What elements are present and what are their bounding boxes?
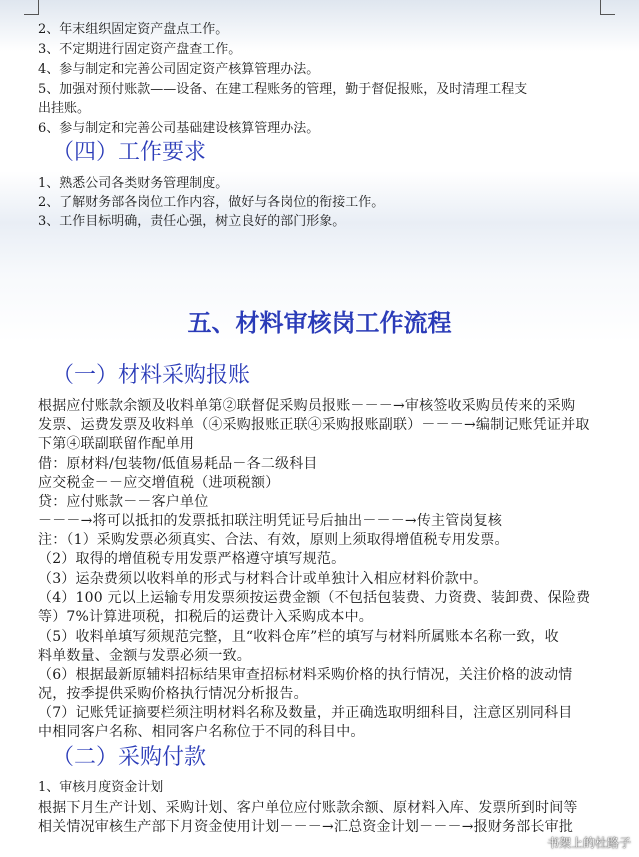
- section3-item-4: 4、参与制定和完善公司固定资产核算管理办法。: [38, 62, 320, 77]
- sub2-line: 1、审核月度资金计划: [38, 780, 164, 795]
- watermark: 书架上的杜路子: [546, 836, 631, 850]
- section4-heading: （四）工作要求: [52, 140, 207, 165]
- sub1-line: 根据应付账款余额及收料单第②联督促采购员报账－－－→审核签收采购员传来的采购: [38, 398, 576, 414]
- sub1-heading: （一）材料采购报账: [52, 363, 251, 388]
- sub1-note: 中相同客户名称、相同客户名称位于不同的科目中。: [38, 724, 365, 740]
- section3-item-2: 2、年末组织固定资产盘点工作。: [38, 22, 229, 37]
- sub1-note: （4）100 元以上运输专用发票须按运费金额（不包括包装费、力资费、装卸费、保险费: [38, 590, 591, 606]
- sub1-line: 贷：应付账款－－客户单位: [38, 494, 209, 510]
- section3-item-3: 3、不定期进行固定资产盘查工作。: [38, 42, 242, 57]
- section3-item-5-cont: 出挂账。: [38, 101, 91, 116]
- sub1-line: 应交税金－－应交增值税（进项税额）: [38, 475, 280, 491]
- sub1-note: 注：（1）采购发票必须真实、合法、有效，原则上须取得增值税专用发票。: [38, 532, 509, 548]
- sub1-note: 况，按季提供采购价格执行情况分析报告。: [38, 686, 308, 702]
- sub1-note: 料单数量、金额与发票必须一致。: [38, 648, 251, 664]
- sub2-heading: （二）采购付款: [52, 745, 207, 770]
- sub1-note: （5）收料单填写须规范完整，且“收料仓库”栏的填写与材料所属账本名称一致，收: [38, 629, 559, 645]
- section3-item-6: 6、参与制定和完善公司基础建设核算管理办法。: [38, 121, 320, 136]
- sub1-note: （7）记账凭证摘要栏须注明材料名称及数量，并正确选取明细科目，注意区别同科目: [38, 705, 573, 721]
- sub1-note: 等）7%计算进项税，扣税后的运费计入采购成本中。: [38, 609, 374, 625]
- section4-item-1: 1、熟悉公司各类财务管理制度。: [38, 176, 229, 191]
- sub1-line: 借：原材料/包装物/低值易耗品－各二级科目: [38, 456, 318, 472]
- sub1-line: －－－→将可以抵扣的发票抵扣联注明凭证号后抽出－－－→传主管岗复核: [38, 513, 503, 529]
- page-corner-mark-left: [24, 0, 39, 15]
- sub2-line: 相关情况审核生产部下月资金使用计划－－－→汇总资金计划－－－→报财务部长审批: [38, 819, 574, 835]
- sub1-line: 发票、运费发票及收料单（④采购报账正联④采购报账副联）－－－→编制记账凭证并取: [38, 417, 590, 433]
- sub1-line: 下第④联副联留作配单用: [38, 436, 195, 452]
- section4-item-2: 2、了解财务部各岗位工作内容，做好与各岗位的衔接工作。: [38, 195, 385, 210]
- sub1-note: （2）取得的增值税专用发票严格遵守填写规范。: [38, 551, 346, 567]
- chapter-title: 五、材料审核岗工作流程: [187, 309, 452, 337]
- section4-item-3: 3、工作目标明确，责任心强，树立良好的部门形象。: [38, 214, 346, 229]
- sub2-line: 根据下月生产计划、采购计划、客户单位应付账款余额、原材料入库、发票所到时间等: [38, 800, 578, 816]
- section3-item-5: 5、加强对预付账款——设备、在建工程账务的管理，勤于督促报账，及时清理工程支: [38, 82, 528, 97]
- sub1-note: （3）运杂费须以收料单的形式与材料合计或单独计入相应材料价款中。: [38, 571, 488, 587]
- sub1-note: （6）根据最新原辅料招标结果审查招标材料采购价格的执行情况，关注价格的波动情: [38, 667, 573, 683]
- page-corner-mark-right: [600, 0, 615, 15]
